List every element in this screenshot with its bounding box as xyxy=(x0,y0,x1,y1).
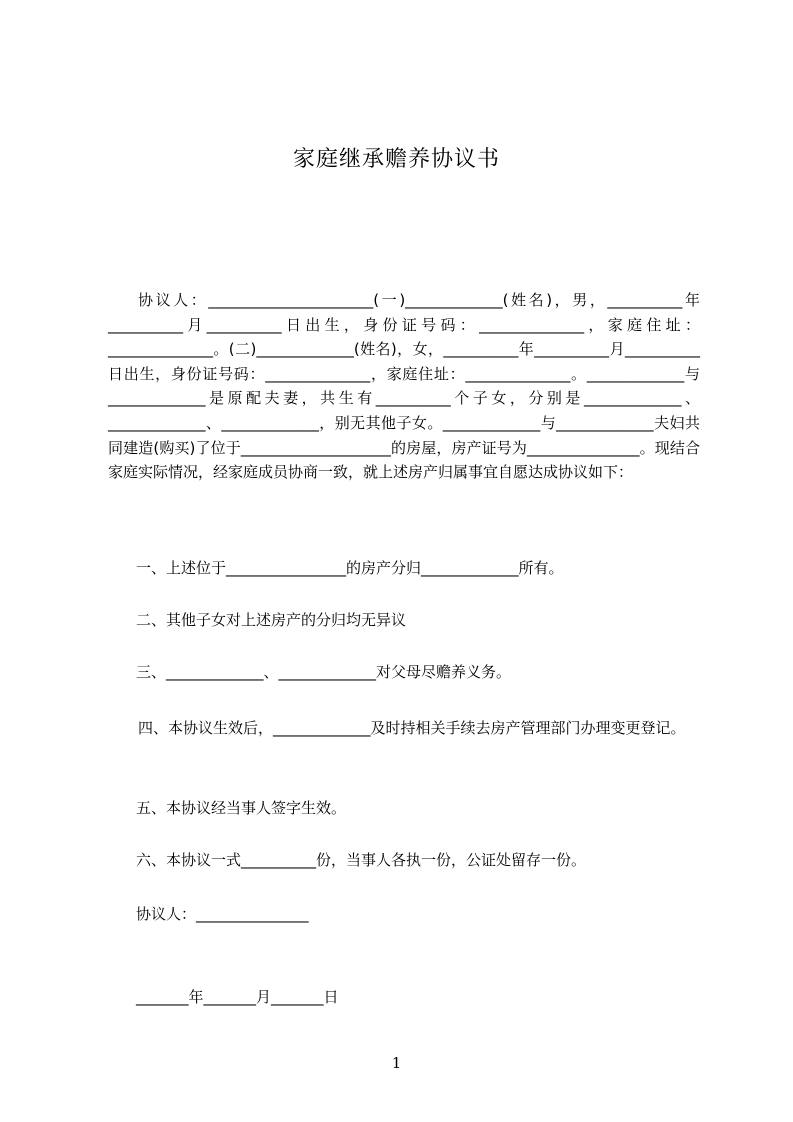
date-line: _______年_______月_______日 xyxy=(136,988,339,1006)
clause-6: 六、本协议一式__________份，当事人各执一份，公证处留存一份。 xyxy=(136,851,587,869)
document-title: 家庭继承赡养协议书 xyxy=(292,147,500,172)
clause-3: 三、_____________、_____________对父母尽赡养义务。 xyxy=(136,663,512,681)
clause-2: 二、其他子女对上述房产的分归均无异议 xyxy=(136,611,407,629)
clause-4: 四、本协议生效后，_____________及时持相关手续去房产管理部门办理变更登记。 xyxy=(138,719,686,737)
page-number: 1 xyxy=(391,1054,402,1072)
intro-paragraph: 协议人：______________________(一)_____________(姓名)，男，__________年__________月__________日出生，身份证号码：______________，家庭住址：______________。(二)_____________(姓名)，女，__________年__________月__________日出生，身份证号码：______________，家庭住址：______________。_____________与_____________是原配夫妻，共生有__________个子女，分别是_____________、_____________、_____________，别无其他子女。_____________与_____________夫妇共同建造(购买)了位于____________________的房屋，房产证号为_______________。现结合家庭实际情况，经家庭成员协商一致，就上述房产归属事宜自愿达成协议如下： xyxy=(108,291,700,482)
signature-line: 协议人：_______________ xyxy=(136,905,309,923)
clause-1: 一、上述位于________________的房产分归_____________所有。 xyxy=(136,559,564,577)
clause-5: 五、本协议经当事人签字生效。 xyxy=(136,799,347,817)
